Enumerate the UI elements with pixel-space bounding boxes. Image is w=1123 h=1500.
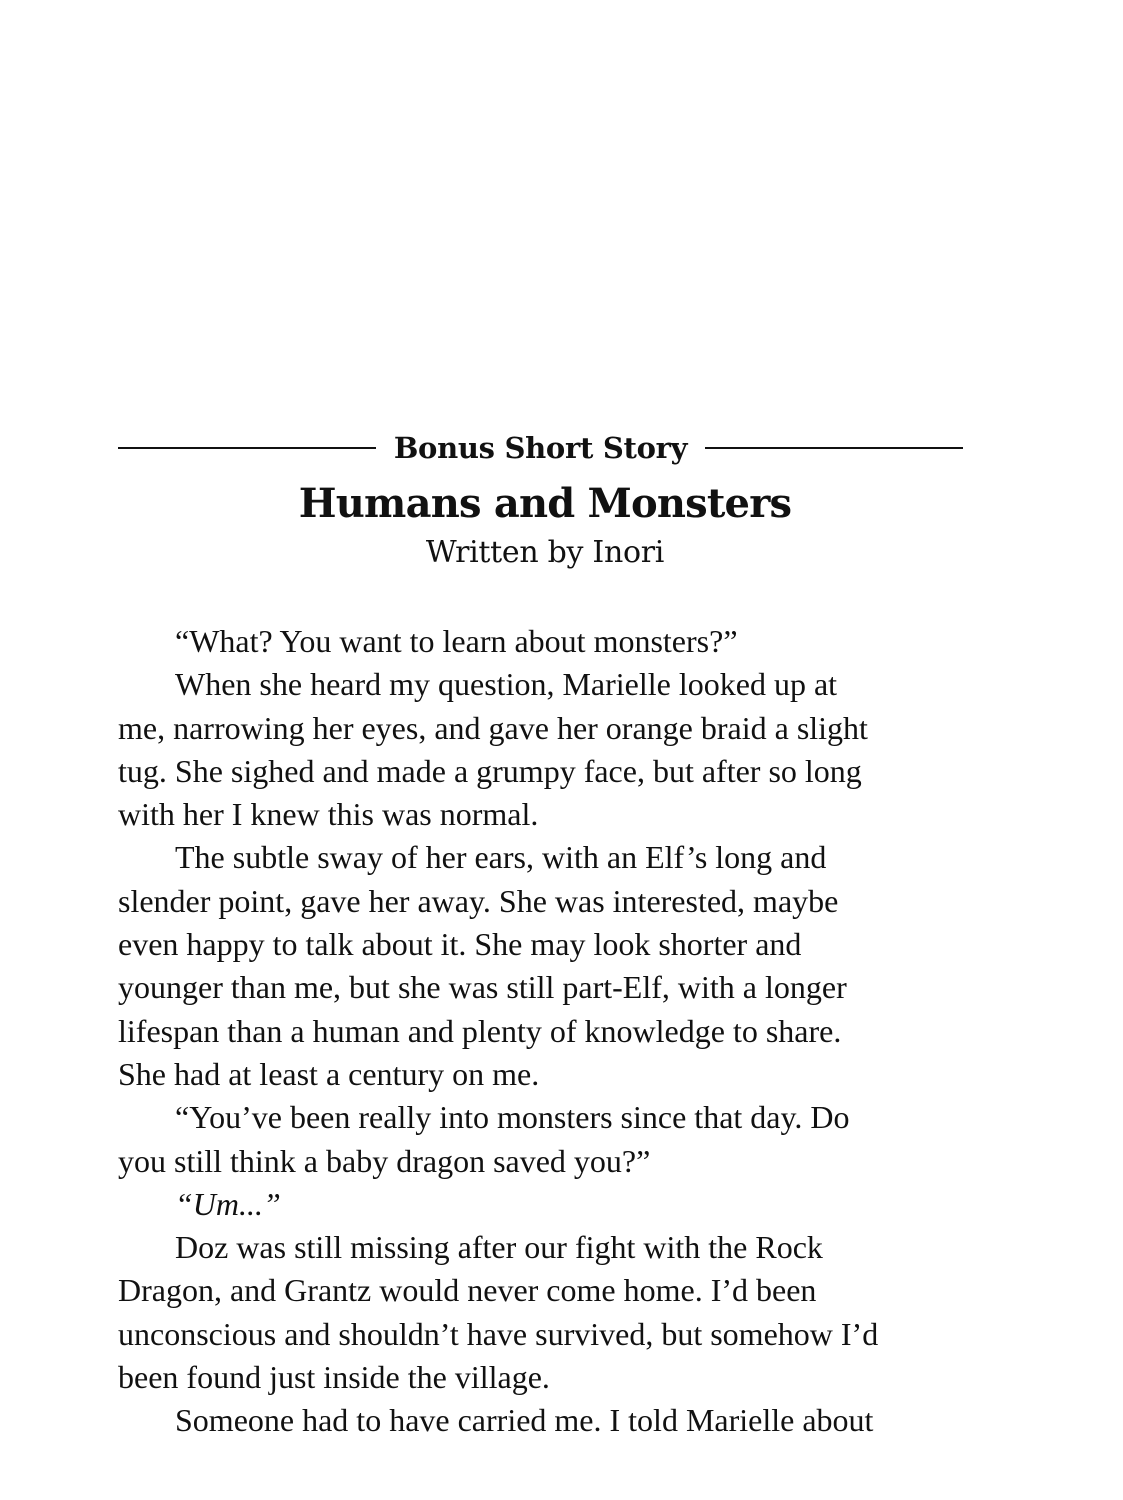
text-line: you still think a baby dragon saved you?”	[118, 1142, 651, 1179]
text-line: with her I knew this was normal.	[118, 796, 539, 833]
text-line: Doz was still missing after our fight with the Rock	[175, 1229, 823, 1266]
bonus-story-kicker: Bonus Short Story	[393, 431, 688, 465]
text-line-italic	[118, 1183, 978, 1226]
text-line: unconscious and shouldn’t have survived, but somehow I’d	[118, 1315, 879, 1352]
story-title: Humans and Monsters	[298, 480, 792, 527]
text-line: “What? You want to learn about monsters?”	[175, 623, 738, 659]
text-line: slender point, gave her away. She was interested, maybe	[118, 882, 839, 919]
left-rule-divider	[118, 447, 376, 449]
text-line: tug. She sighed and made a grumpy face, but after so long	[118, 752, 862, 789]
text-line: When she heard my question, Marielle looked up at	[175, 666, 838, 703]
text-line: even happy to talk about it. She may look shorter and	[118, 926, 802, 963]
text-line: “You’ve been really into monsters since that day. Do	[175, 1099, 850, 1136]
text-line: Dragon, and Grantz would never come home. I’d been	[118, 1272, 817, 1309]
author-byline: Written by Inori	[425, 535, 665, 570]
text-line: She had at least a century on me.	[118, 1055, 540, 1092]
text-line: younger than me, but she was still part-Elf, with a longer	[118, 969, 847, 1006]
text-line: been found just inside the village.	[118, 1359, 550, 1396]
text-line: me, narrowing her eyes, and gave her orange braid a slight	[118, 709, 868, 746]
section-header	[118, 428, 963, 468]
italic-dialogue: “Um...”	[175, 1185, 281, 1222]
text-line: The subtle sway of her ears, with an Elf’s long and	[175, 839, 827, 876]
text-line: Someone had to have carried me. I told Marielle about	[175, 1402, 874, 1439]
story-body	[118, 620, 978, 1443]
right-rule-divider	[705, 447, 963, 449]
text-line: lifespan than a human and plenty of knowledge to share.	[118, 1012, 842, 1049]
